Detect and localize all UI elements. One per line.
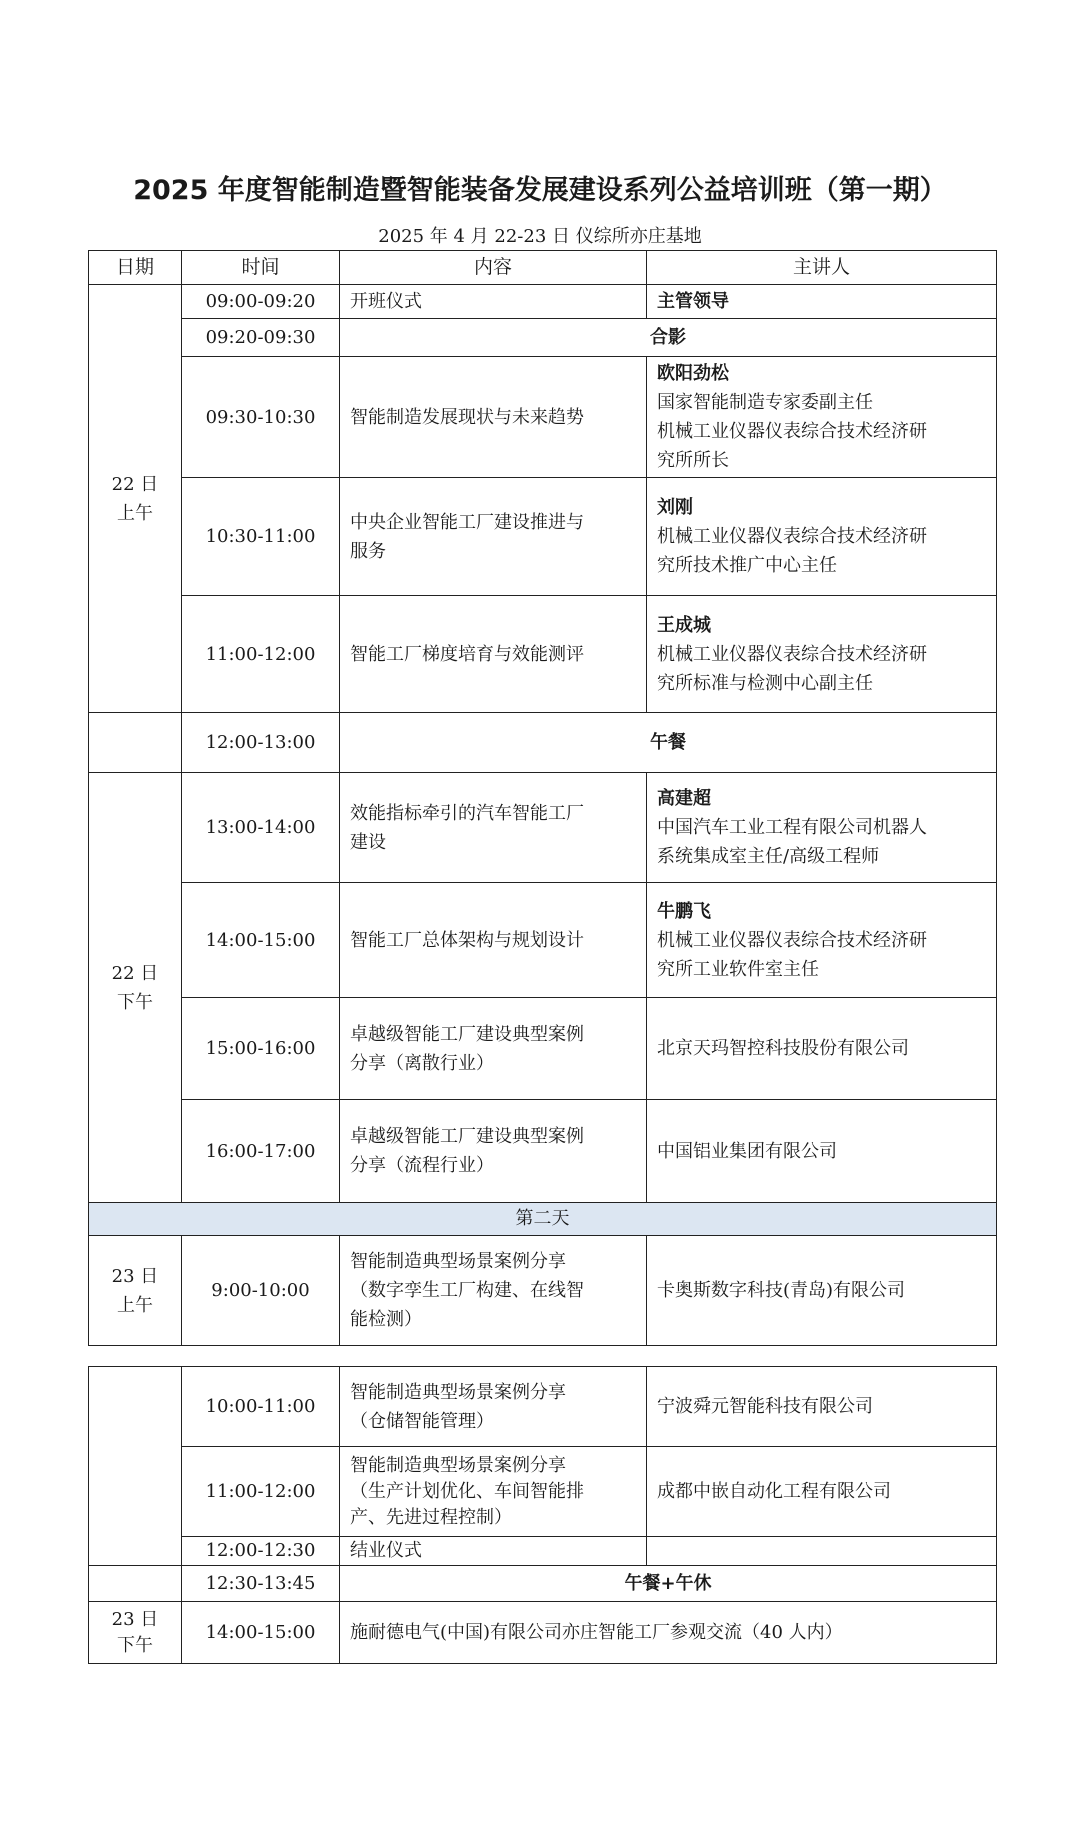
speaker-title: 国家智能制造专家委副主任 [657,392,873,413]
content-line: （数字孪生工厂构建、在线智 [350,1280,584,1301]
date-cell [89,1602,182,1664]
speaker-cell: 宁波舜元智能科技有限公司 [647,1367,997,1447]
page-title: 2025 年度智能制造暨智能装备发展建设系列公益培训班（第一期） [133,175,947,206]
time-cell: 10:30-11:00 [182,478,340,596]
time-cell: 14:00-15:00 [182,1602,340,1664]
date-period: 上午 [117,1294,153,1316]
merged-cell: 合影 [340,319,997,357]
speaker-cell: 北京天玛智控科技股份有限公司 [647,998,997,1100]
time-cell: 09:30-10:30 [182,357,340,478]
speaker-title: 究所标准与检测中心副主任 [657,672,873,694]
speaker-name: 高建超 [657,788,711,809]
date-cell-empty [89,1566,182,1602]
header-date: 日期 [89,251,182,285]
speaker-name: 王成城 [657,614,711,636]
date-day: 22 日 [111,473,159,495]
day-divider-row [89,1203,997,1236]
time-cell: 9:00-10:00 [182,1236,340,1346]
schedule-table-part1 [88,250,997,1346]
time-cell: 12:00-12:30 [182,1537,340,1566]
speaker-title: 系统集成室主任/高级工程师 [657,846,880,867]
content-line: 中央企业智能工厂建设推进与 [350,511,584,533]
content-line: 智能制造典型场景案例分享 [350,1454,566,1476]
time-cell: 15:00-16:00 [182,998,340,1100]
table-row [89,773,997,883]
speaker-title: 机械工业仪器仪表综合技术经济研 [657,421,927,442]
table-row [89,357,997,478]
speaker-cell: 中国铝业集团有限公司 [647,1100,997,1203]
table-row [89,883,997,998]
speaker-title: 机械工业仪器仪表综合技术经济研 [657,929,927,951]
table-row [89,1367,997,1447]
date-cell [89,773,182,1203]
content-cell: 智能工厂梯度培育与效能测评 [340,596,647,713]
speaker-cell [647,773,997,883]
date-period: 下午 [117,991,153,1013]
table-row [89,478,997,596]
speaker-cell [647,357,997,478]
table-row [89,1602,997,1664]
content-line: 分享（流程行业） [350,1155,494,1176]
date-cell [89,285,182,713]
header-time: 时间 [182,251,340,285]
time-cell: 09:00-09:20 [182,285,340,319]
content-cell: 结业仪式 [340,1537,647,1566]
content-line: 卓越级智能工厂建设典型案例 [350,1023,584,1045]
speaker-cell: 卡奥斯数字科技(青岛)有限公司 [647,1236,997,1346]
time-cell: 12:30-13:45 [182,1566,340,1602]
speaker-cell [647,596,997,713]
date-period: 上午 [117,502,153,524]
content-line: 卓越级智能工厂建设典型案例 [350,1126,584,1147]
content-cell: 智能工厂总体架构与规划设计 [340,883,647,998]
content-cell [340,998,647,1100]
speaker-cell [647,478,997,596]
speaker-cell: 成都中嵌自动化工程有限公司 [647,1447,997,1537]
content-cell: 智能制造发展现状与未来趋势 [340,357,647,478]
schedule-table-part2 [88,1366,997,1664]
content-line: 产、先进过程控制） [350,1506,512,1528]
merged-wide-cell: 施耐德电气(中国)有限公司亦庄智能工厂参观交流（40 人内） [340,1602,997,1664]
table-row [89,596,997,713]
date-cell-empty [89,1367,182,1566]
speaker-title: 机械工业仪器仪表综合技术经济研 [657,526,927,547]
header-speaker: 主讲人 [647,251,997,285]
speaker-title: 究所技术推广中心主任 [657,555,837,576]
table-row [89,1447,997,1537]
content-line: （仓储智能管理） [350,1410,494,1432]
date-day: 23 日 [111,1265,159,1287]
content-line: 智能制造典型场景案例分享 [350,1251,566,1272]
date-cell-empty [89,713,182,773]
content-line: 建设 [350,831,386,853]
page-subtitle: 2025 年 4 月 22-23 日 仪综所亦庄基地 [378,226,702,247]
content-cell [340,1367,647,1447]
table-row [89,319,997,357]
date-cell [89,1236,182,1346]
speaker-title: 中国汽车工业工程有限公司机器人 [657,817,927,838]
speaker-cell-empty [647,1537,997,1566]
speaker-cell [647,883,997,998]
time-cell: 10:00-11:00 [182,1367,340,1447]
date-period: 下午 [117,1634,153,1656]
speaker-name: 欧阳劲松 [657,363,729,384]
header-content: 内容 [340,251,647,285]
speaker-name: 刘刚 [657,497,693,518]
time-cell: 16:00-17:00 [182,1100,340,1203]
table-row [89,998,997,1100]
content-line: 能检测） [350,1309,422,1330]
speaker-name: 主管领导 [657,291,729,312]
table-row [89,1236,997,1346]
time-cell: 11:00-12:00 [182,1447,340,1537]
content-line: 分享（离散行业） [350,1052,494,1074]
content-cell [340,478,647,596]
table-header-row [89,251,997,285]
merged-cell: 午餐+午休 [340,1566,997,1602]
time-cell: 09:20-09:30 [182,319,340,357]
speaker-title: 究所所长 [657,450,729,471]
speaker-title: 究所工业软件室主任 [657,958,819,980]
speaker-cell [647,285,997,319]
content-line: 智能制造典型场景案例分享 [350,1381,566,1403]
time-cell: 13:00-14:00 [182,773,340,883]
speaker-name: 牛鹏飞 [657,900,711,922]
table-row [89,285,997,319]
table-row [89,713,997,773]
time-cell: 11:00-12:00 [182,596,340,713]
content-line: （生产计划优化、车间智能排 [350,1480,584,1502]
table-row [89,1537,997,1566]
content-cell [340,1447,647,1537]
date-day: 22 日 [111,962,159,984]
content-cell [340,773,647,883]
table-row [89,1566,997,1602]
merged-cell: 午餐 [340,713,997,773]
content-cell [340,1100,647,1203]
day-two-label: 第二天 [89,1203,997,1236]
speaker-title: 机械工业仪器仪表综合技术经济研 [657,643,927,665]
table-row [89,1100,997,1203]
content-line: 服务 [350,540,386,562]
content-cell: 开班仪式 [340,285,647,319]
content-line: 效能指标牵引的汽车智能工厂 [350,802,584,824]
date-day: 23 日 [111,1608,159,1630]
time-cell: 14:00-15:00 [182,883,340,998]
time-cell: 12:00-13:00 [182,713,340,773]
content-cell [340,1236,647,1346]
